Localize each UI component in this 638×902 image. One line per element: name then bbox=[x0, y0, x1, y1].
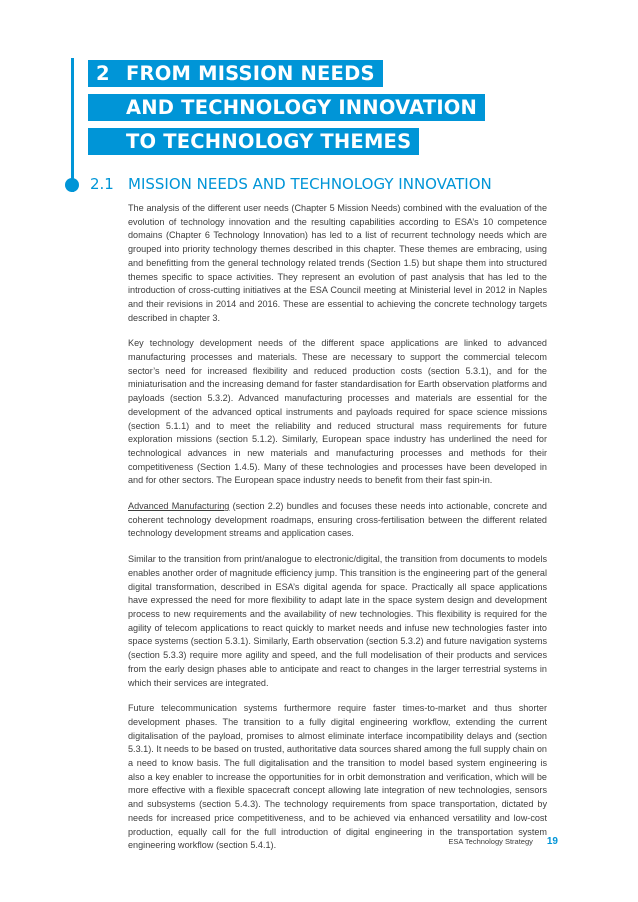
body-text bbox=[128, 202, 547, 865]
paragraph-3 bbox=[128, 500, 547, 541]
paragraph-2: Key technology development needs of the different space applications are linked to advanced manufacturing processes and materials. These are necessary to support the commercial telecom sector’s need for increased flexibility and reduced production costs (section 5.3.1), and for the miniaturisation and the increasing demand for faster standardisation for Earth observation platforms and payloads (section 5.3.2). Advanced manufacturing processes and materials are essential for the development of the advanced optical instruments and payloads required for space science missions (section 5.1.1) and to meet the reliability and reduced structural mass requirements for future exploration missions (section 5.1.2). Similarly, European space industry has underlined the need for technological advances in new materials and manufacturing processes and methods for their competitiveness (Section 1.4.5). Many of these technologies and processes have been developed in and for other sectors. The European space industry needs to benefit from their fast spin-in. bbox=[128, 338, 547, 486]
chapter-accent-line bbox=[71, 58, 74, 179]
chapter-title-text-1: FROM MISSION NEEDS bbox=[126, 62, 375, 85]
page-footer bbox=[448, 836, 558, 847]
footer-publication: ESA Technology Strategy bbox=[448, 837, 533, 846]
paragraph-1: The analysis of the different user needs (Chapter 5 Mission Needs) combined with the evaluation of the evolution of technology innovation and the resulting capabilities according to ESA’s 10 competence domains (Chapter 6 Technology Innovation) has led to a list of recurrent technology needs which are grouped into priority technology themes described in this chapter. These themes are embracing, using and benefitting from the general technology related trends (Section 1.5) but shape them into structured themes specific to space activities. They represent an evolution of past analysis that has led to the introduction of cross-cutting initiatives at the ESA Council meeting at Ministerial level in 2012 in Naples and their revisions in 2014 and 2016. These are essential to achieving the concrete technology targets described in chapter 3. bbox=[128, 203, 547, 323]
section-heading bbox=[90, 173, 570, 195]
page-number: 19 bbox=[546, 836, 558, 847]
chapter-number: 2 bbox=[96, 62, 110, 85]
chapter-title-line-1 bbox=[88, 60, 383, 87]
chapter-title-text-2: AND TECHNOLOGY INNOVATION bbox=[126, 96, 478, 119]
section-marker-dot bbox=[65, 178, 79, 192]
paragraph-3-text: (section 2.2) bundles and focuses these needs into actionable, concrete and coherent technology development roadmaps, ensuring cross-fertilisation between the different related technology development streams and application cases. bbox=[128, 501, 547, 539]
paragraph-4: Similar to the transition from print/analogue to electronic/digital, the transition from documents to models enables another order of magnitude efficiency jump. This transition is the engineering part of the general digital transformation, described in ESA’s digital agenda for space. Practically all space applications have expressed the need for more flexibility to adapt late in the space system design and development process to new requirements and the availability of new technologies. This flexibility is required for the agility of telecom applications to react quickly to market needs and infuse new technologies faster into space systems (section 5.3.1). Similarly, Earth observation (section 5.3.2) and future navigation systems (section 5.3.3) require more agility and speed, and the full modelisation of their products and services from the early design phases able to anticipate and react to changes in the larger terrestrial systems in which their services are integrated. bbox=[128, 554, 547, 688]
section-number: 2.1 bbox=[90, 175, 114, 193]
section-title: MISSION NEEDS AND TECHNOLOGY INNOVATION bbox=[128, 175, 492, 193]
chapter-title-text-3: TO TECHNOLOGY THEMES bbox=[126, 130, 412, 153]
chapter-title-line-3 bbox=[88, 128, 419, 155]
advanced-manufacturing-link[interactable]: Advanced Manufacturing bbox=[128, 501, 230, 512]
paragraph-5: Future telecommunication systems furthermore require faster times-to-market and thus shorter development phases. The transition to a fully digital engineering workflow, extending the current digitalisation of the payload, promises to almost eliminate interface incompatibility delays and (section 5.3.1). It needs to be based on trusted, authoritative data sources shared among the full supply chain on a need to know basis. The full digitalisation and the transition to model based system engineering is also a key enabler to increase the opportunities for in orbit demonstration and verification, which will be more effective with a flexible spacecraft concept allowing late integration of new technologies, sensors and subsystems (section 5.4.3). The technology requirements from space transportation, dictated by needs for increased price competitiveness, and to be achieved via enhanced versatility and low-cost production, equally call for the full introduction of digital engineering in the transportation system engineering workflow (section 5.4.1). bbox=[128, 703, 547, 851]
chapter-title-line-2 bbox=[88, 94, 485, 121]
